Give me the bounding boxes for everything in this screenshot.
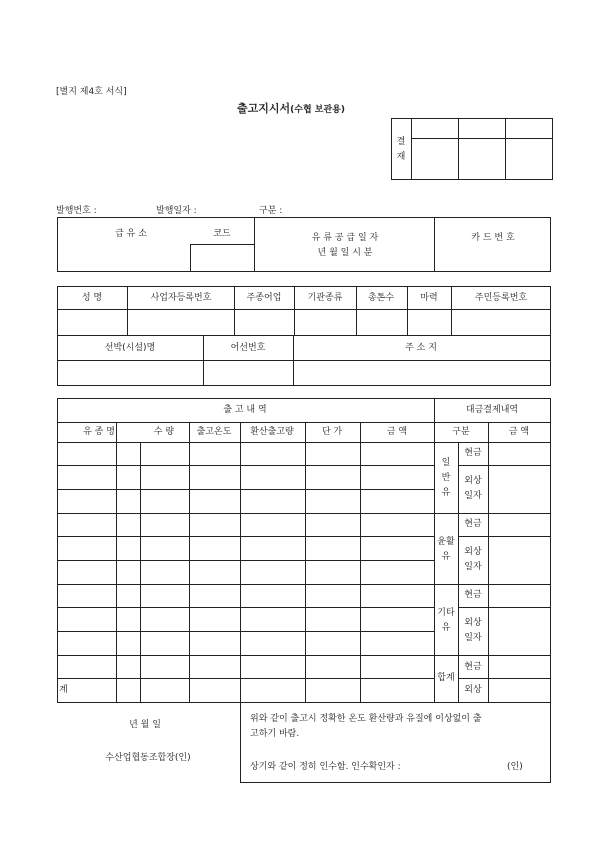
group-general-oil-1: 일 <box>441 458 451 468</box>
gross-tonnage-header: 총톤수 <box>367 293 395 303</box>
credit-date-label: 일자 <box>464 491 482 501</box>
engine-type-header: 기관종류 <box>307 293 343 303</box>
approval-label-1: 결 <box>396 137 406 147</box>
group-other-oil-2: 유 <box>441 623 451 633</box>
horsepower-header: 마력 <box>420 293 438 303</box>
credit-date-label: 일자 <box>464 562 482 572</box>
receipt-confirmation: 상기와 같이 정히 인수함. 인수확인자 : <box>250 762 401 772</box>
form-label: [별지 제4호 서식] <box>56 87 127 97</box>
group-total: 합계 <box>437 673 455 683</box>
cash-label: 현금 <box>464 519 482 529</box>
category-label: 구분 : <box>259 206 283 216</box>
oil-type-header: 유 종 명 <box>83 427 115 437</box>
main-fishery-header: 주종어업 <box>246 293 282 303</box>
group-lubricant-2: 유 <box>441 552 451 562</box>
code-label: 코드 <box>213 229 231 239</box>
group-general-oil-3: 유 <box>441 488 451 498</box>
approval-label-2: 재 <box>396 152 406 162</box>
page-title: 출고지시서(수협 보관용) <box>237 102 345 115</box>
association-head-signature: 수산업협동조합장(인) <box>105 753 191 763</box>
release-details-header: 출 고 내 역 <box>223 405 267 415</box>
address-header: 주 소 지 <box>405 343 437 353</box>
resident-reg-header: 주민등록번호 <box>474 293 528 303</box>
vessel-name-header: 선박(시설)명 <box>104 343 156 353</box>
notice-line-2: 고하기 바람. <box>250 729 300 739</box>
seal-mark: (인) <box>507 762 523 772</box>
business-reg-header: 사업자등록번호 <box>150 293 212 303</box>
footer-date: 년 월 일 <box>129 720 161 730</box>
quantity-header: 수 량 <box>153 427 175 437</box>
payment-type-header: 구분 <box>452 427 470 437</box>
credit-label: 외상 <box>464 476 482 486</box>
credit-total-label: 외상 <box>464 685 482 695</box>
unit-price-header: 단 가 <box>321 427 343 437</box>
cash-label: 현금 <box>464 590 482 600</box>
fishing-boat-number-header: 어선번호 <box>230 343 266 353</box>
converted-quantity-header: 환산출고량 <box>250 427 294 437</box>
group-lubricant-1: 윤활 <box>437 537 455 547</box>
payment-details-header: 대금결제내역 <box>465 405 519 415</box>
group-other-oil-1: 기타 <box>437 608 455 618</box>
release-temperature-header: 출고온도 <box>196 427 232 437</box>
owner-name-header: 성 명 <box>81 293 103 303</box>
amount-header: 금 액 <box>386 427 408 437</box>
supply-date-label: 유 류 공 급 일 자 <box>311 233 379 243</box>
page-subtitle: (수협 보관용) <box>290 105 345 115</box>
card-number-label: 카 드 번 호 <box>471 233 515 243</box>
cash-label: 현금 <box>464 662 482 672</box>
cash-label: 현금 <box>464 448 482 458</box>
gas-station-label: 급 유 소 <box>115 229 147 239</box>
payment-amount-header: 금 액 <box>508 427 530 437</box>
issue-number-label: 발행번호 : <box>56 206 97 216</box>
supply-date-units: 년 월 일 시 분 <box>317 248 373 258</box>
issue-date-label: 발행일자 : <box>156 206 197 216</box>
credit-date-label: 일자 <box>464 633 482 643</box>
total-row-label: 계 <box>59 685 68 695</box>
credit-label: 외상 <box>464 618 482 628</box>
group-general-oil-2: 반 <box>441 473 451 483</box>
notice-line-1: 위와 같이 출고시 정확한 온도 환산량과 유질에 이상없이 출 <box>250 714 482 724</box>
credit-label: 외상 <box>464 547 482 557</box>
